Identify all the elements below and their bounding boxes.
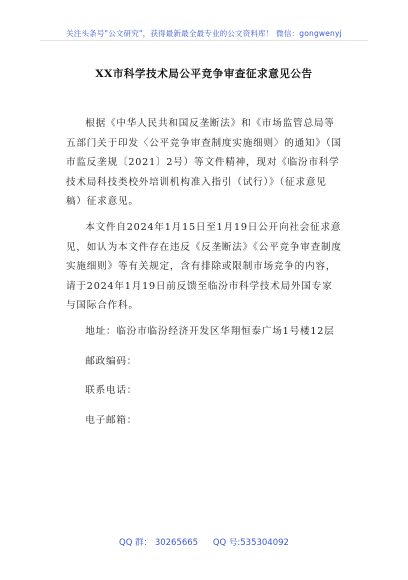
- top-banner: 关注头条号"公文研究"，获得最新最全最专业的公文资料库！ 微信：gongwenyj: [66, 29, 342, 38]
- paragraph-basis: 根据《中华人民共和国反垄断法》和《市场监管总局等五部门关于印发〈公平竞争审查制度实施细则〉的通知》（国市监反垄规〔2021〕2号）等文件精神，现对《临汾市科学技术局科技类校外培训机构准入指引（试行）》（征求意见稿）征求意见。: [66, 118, 342, 208]
- qq-number: QQ 号:535304092: [212, 538, 289, 548]
- phone-field: 联系电话：: [85, 385, 138, 397]
- document-title: XX市科学技术局公平竞争审查征求意见公告: [95, 68, 313, 80]
- header-divider: [40, 40, 368, 41]
- footer-contacts: [0, 536, 408, 548]
- document-body: [66, 114, 342, 430]
- paragraph-address: 地址：临汾市临汾经济开发区华翔恒泰广场1号楼12层: [85, 325, 335, 337]
- email-field: 电子邮箱：: [85, 414, 138, 426]
- postcode-field: 邮政编码：: [85, 355, 138, 367]
- paragraph-feedback: 本文件自2024年1月15日至1月19日公开向社会征求意见，如认为本文件存在违反《反垄断法》《公平竞争审查制度实施细则》等有关规定，含有排除或限制市场竞争的内容，请于2024年1月19日前反馈至临汾市科学技术局外国专家与国际合作科。: [66, 221, 342, 312]
- qq-group: QQ 群： 30265665: [119, 538, 199, 548]
